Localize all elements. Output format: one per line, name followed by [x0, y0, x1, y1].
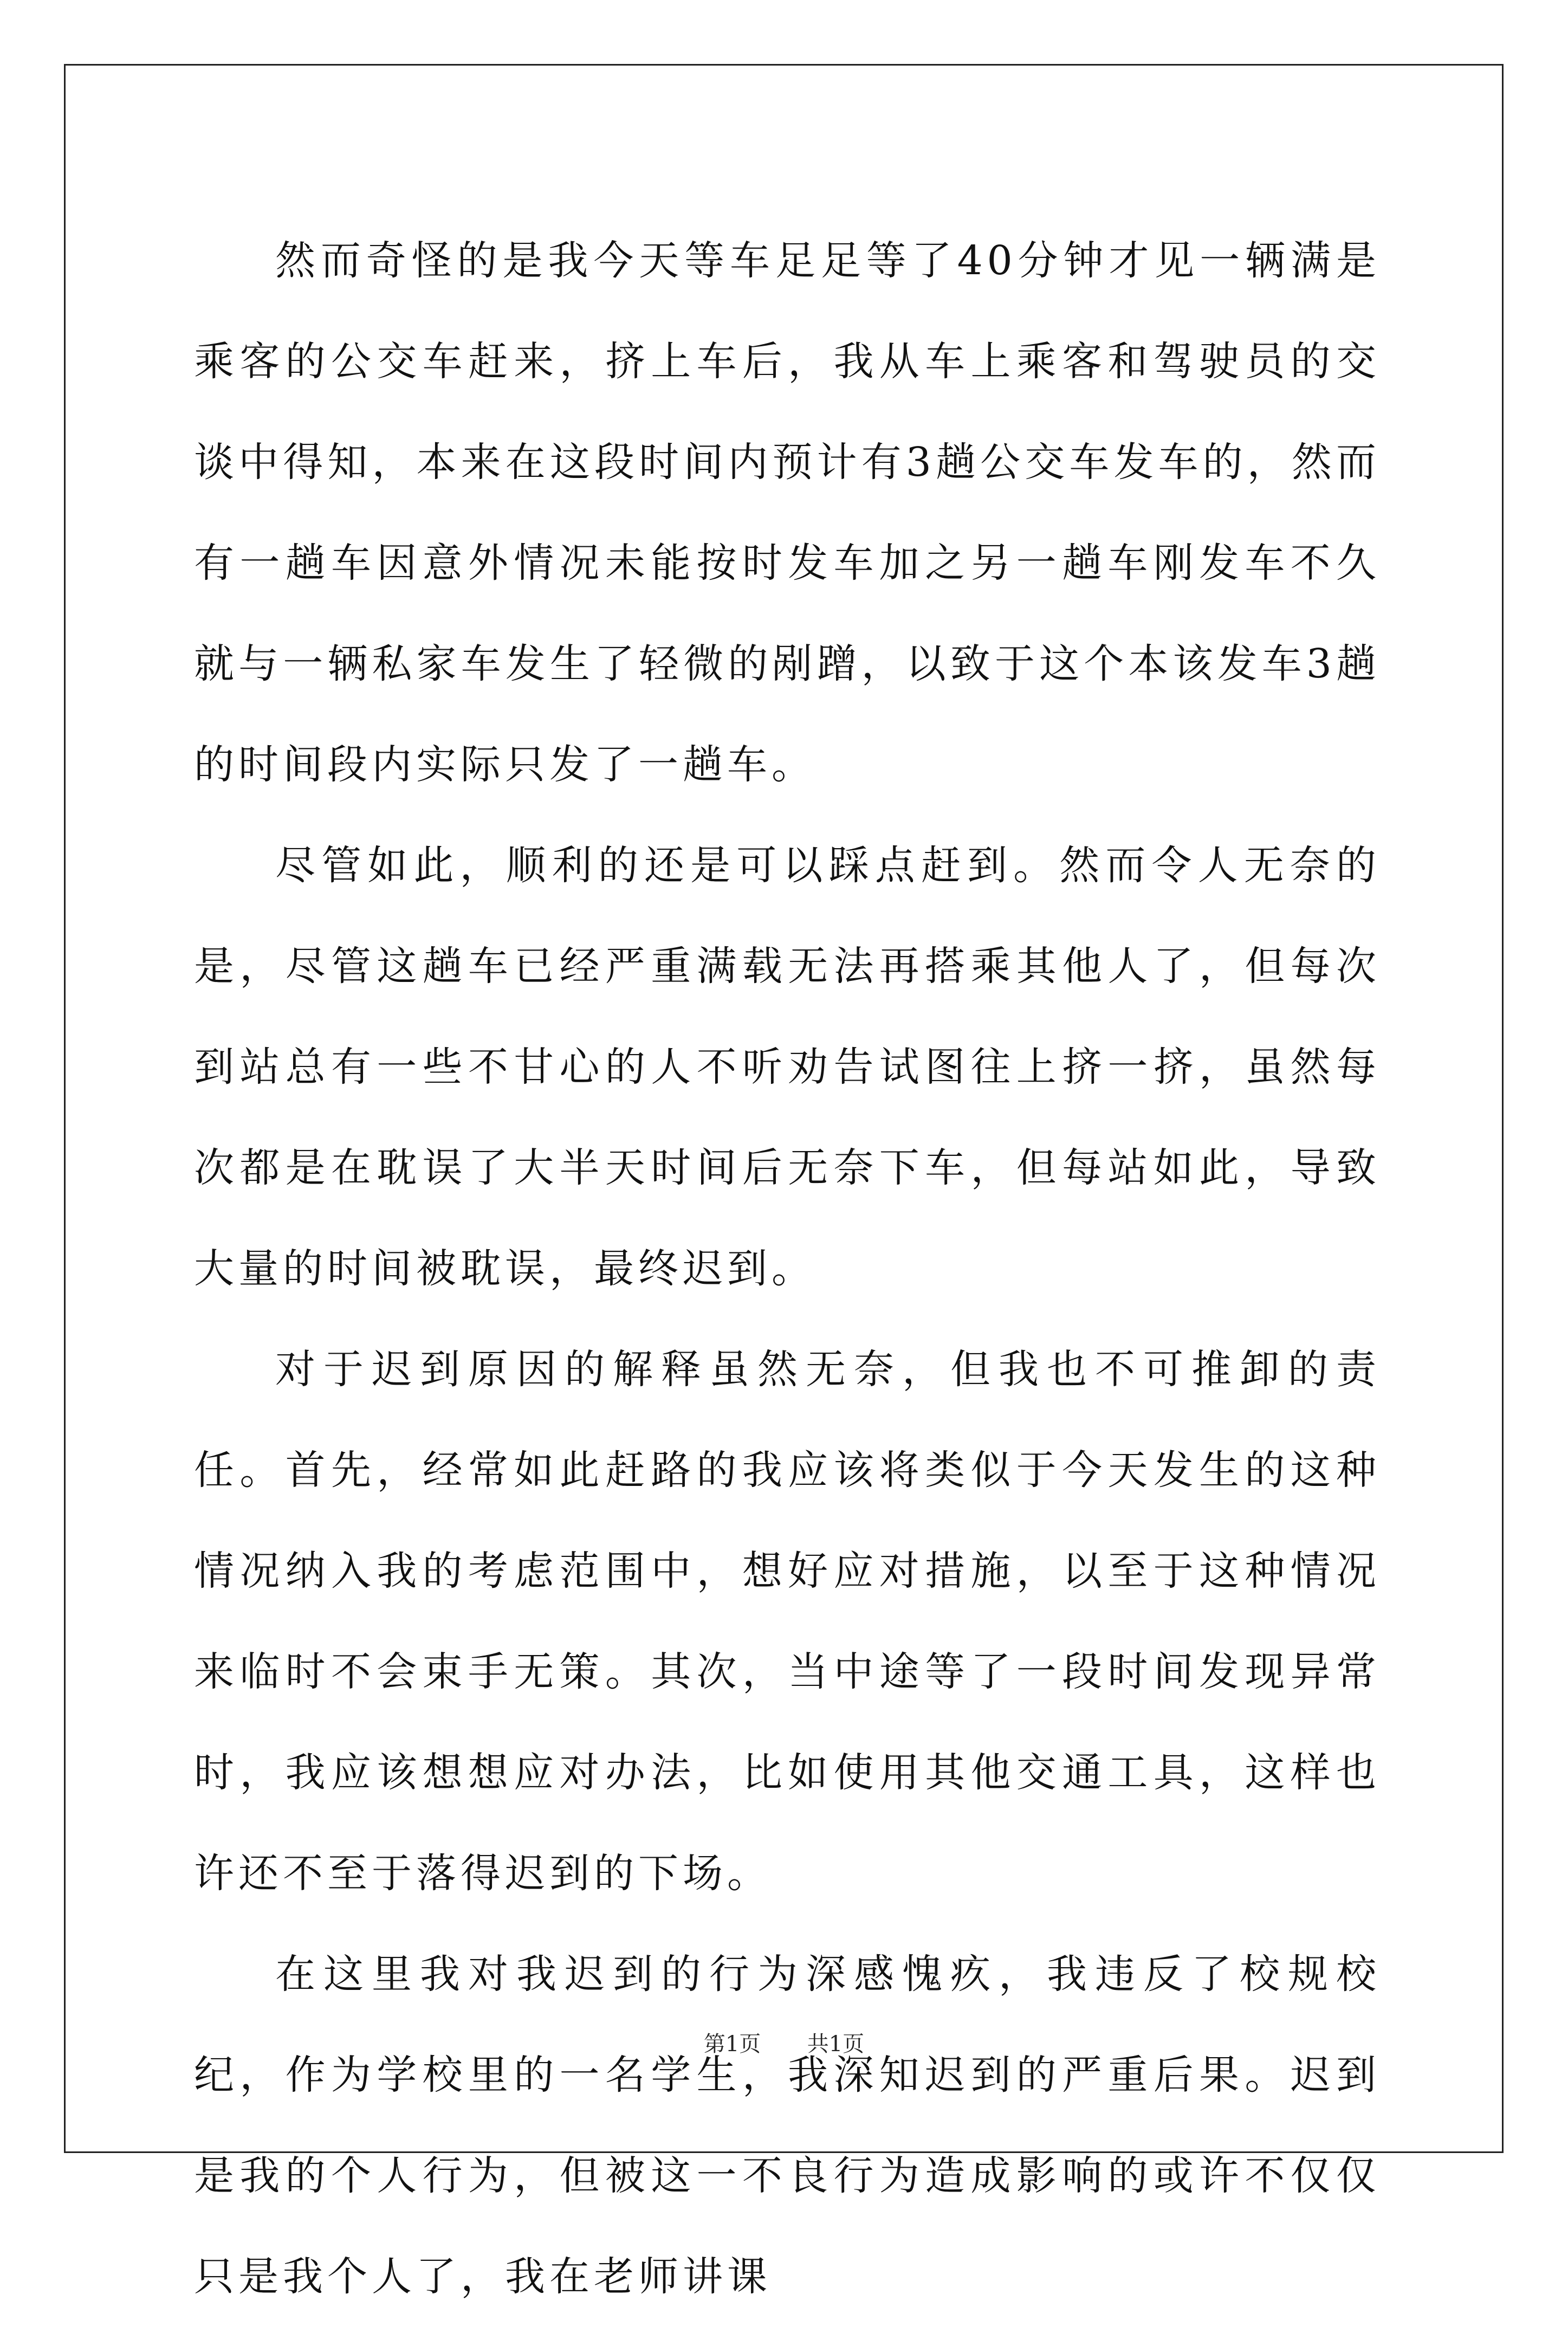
- page-footer: [0, 2027, 1568, 2058]
- paragraph-1: 然而奇怪的是我今天等车足足等了40分钟才见一辆满是乘客的公交车赶来，挤上车后，我从车上乘客和驾驶员的交谈中得知，本来在这段时间内预计有3趟公交车发车的，然而有一趟车因意外情况未能按时发车加之另一趟车刚发车不久就与一辆私家车发生了轻微的剐蹭，以致于这个本该发车3趟的时间段内实际只发了一趟车。: [194, 237, 1381, 788]
- document-body: [194, 210, 1381, 2327]
- paragraph-3: 对于迟到原因的解释虽然无奈，但我也不可推卸的责任。首先，经常如此赶路的我应该将类似于今天发生的这种情况纳入我的考虑范围中，想好应对措施，以至于这种情况来临时不会束手无策。其次，当中途等了一段时间发现异常时，我应该想想应对办法，比如使用其他交通工具，这样也许还不至于落得迟到的下场。: [194, 1346, 1381, 1897]
- paragraph-4: 在这里我对我迟到的行为深感愧疚，我违反了校规校纪，作为学校里的一名学生，我深知迟到的严重后果。迟到是我的个人行为，但被这一不良行为造成影响的或许不仅仅只是我个人了，我在老师讲课: [194, 1951, 1381, 2300]
- page-number-current: 第1页: [703, 2032, 761, 2057]
- paragraph-2: 尽管如此，顺利的还是可以踩点赶到。然而令人无奈的是，尽管这趟车已经严重满载无法再搭乘其他人了，但每次到站总有一些不甘心的人不听劝告试图往上挤一挤，虽然每次都是在耽误了大半天时间后无奈下车，但每站如此，导致大量的时间被耽误，最终迟到。: [194, 842, 1381, 1292]
- page-number-total: 共1页: [807, 2032, 865, 2057]
